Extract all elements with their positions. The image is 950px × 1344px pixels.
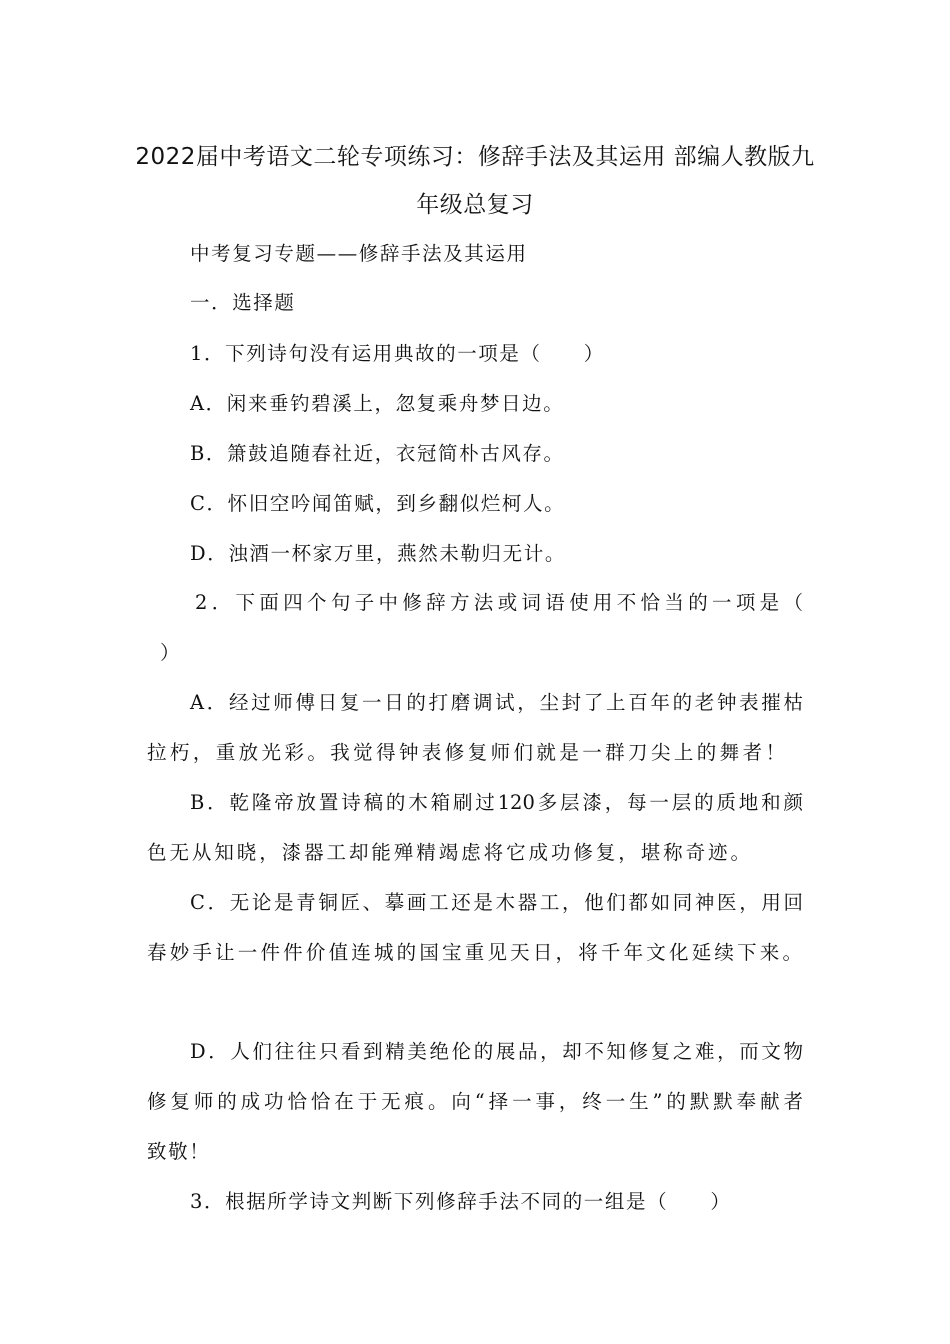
question-1-option-a: A．闲来垂钓碧溪上，忽复乘舟梦日边。: [190, 392, 565, 415]
question-2-option-a-continued: 拉朽，重放光彩。我觉得钟表修复师们就是一群刀尖上的舞者！: [147, 741, 785, 764]
question-2-option-d: D．人们往往只看到精美绝伦的展品，却不知修复之难，而文物: [190, 1040, 803, 1063]
subtitle: 中考复习专题——修辞手法及其运用: [190, 242, 528, 265]
question-1-option-c: C．怀旧空吟闻笛赋，到乡翻似烂柯人。: [190, 492, 566, 515]
question-1-stem: 1．下列诗句没有运用典故的一项是（ ）: [190, 342, 605, 365]
question-2-stem-continued: ）: [160, 641, 182, 664]
question-2-option-b: B．乾隆帝放置诗稿的木箱刷过120多层漆，每一层的质地和颜: [190, 791, 803, 814]
question-1-option-d: D．浊酒一杯家万里，燕然未勒归无计。: [190, 542, 566, 565]
document-title-line-1: 2022届中考语文二轮专项练习：修辞手法及其运用 部编人教版九: [135, 144, 815, 170]
question-2-option-c: C．无论是青铜匠、摹画工还是木器工，他们都如同神医，用回: [190, 891, 803, 914]
section-heading: 一．选择题: [190, 291, 296, 314]
question-3-stem: 3．根据所学诗文判断下列修辞手法不同的一组是（ ）: [190, 1190, 732, 1213]
question-2-option-c-continued: 春妙手让一件件价值连城的国宝重见天日，将千年文化延续下来。: [147, 941, 802, 964]
document-title-line-2: 年级总复习: [416, 192, 534, 218]
question-2-option-a: A．经过师傅日复一日的打磨调试，尘封了上百年的老钟表摧枯: [190, 691, 803, 714]
question-2-option-d-end: 致敬！: [147, 1140, 211, 1163]
question-1-option-b: B．箫鼓追随春社近，衣冠简朴古风存。: [190, 442, 565, 465]
question-2-option-d-continued: 修复师的成功恰恰在于无痕。向“择一事，终一生”的默默奉献者: [147, 1090, 803, 1113]
question-2-stem: 2．下面四个句子中修辞方法或词语使用不恰当的一项是（: [195, 591, 803, 614]
question-2-option-b-continued: 色无从知晓，漆器工却能殚精竭虑将它成功修复，堪称奇迹。: [147, 841, 750, 864]
